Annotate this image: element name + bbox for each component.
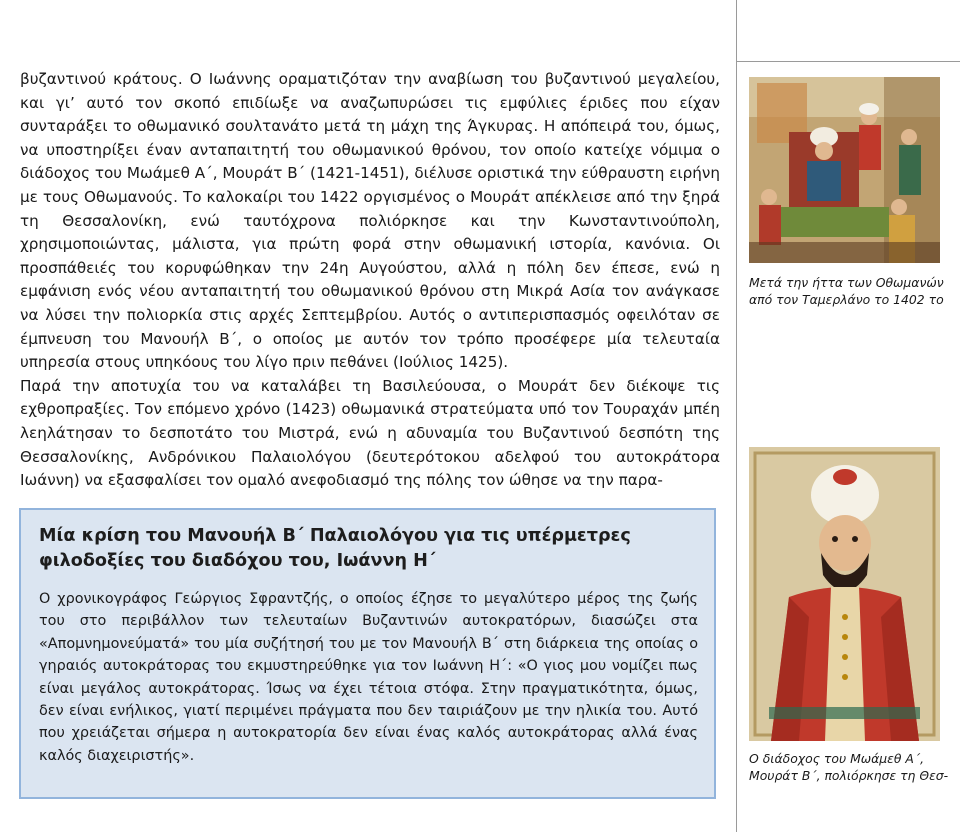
- miniature-painting-court-scene: [749, 77, 940, 263]
- quote-box: [19, 508, 716, 799]
- header-rule: [737, 61, 960, 62]
- quote-box-body: Ο χρονικογράφος Γεώργιος Σφραντζής, ο οποίος έζησε το μεγαλύτερο μέρος της ζωής του στο περιβάλλον των τελευταίων Βυζαντινών αυτοκρατόρων, διασώζει στα «Απομνημονεύματά» του μία συζήτησή του με τον Μανουήλ Β΄ στη διάρκεια της οποίας ο γηραιός αυτοκράτορας του εκμυστηρεύθηκε για τον Ιωάννη Η΄: «Ο γιος μου νομίζει πως είναι μεγάλος αυτοκράτορας. Ίσως να έχει τέτοια στόφα. Στην πραγματικότητα, όμως, δεν είναι ενήλικος, γιατί περιμένει πράγματα που δεν ταιριάζουν με την ηλικία του. Αυτό που χρειάζεται σήμερα η αυτοκρατορία δεν είναι ένας καλός αυτοκράτορας αλλά ένας καλός διαχειριστής».: [39, 591, 698, 764]
- portrait-sultan-murad: [749, 447, 940, 741]
- main-paragraph-1: βυζαντινού κράτους. Ο Ιωάννης οραματιζόταν την αναβίωση του βυζαντινού μεγαλείου, και γι’ αυτό τον σκοπό επιδίωξε να αναζωπυρώσει τις εμφύλιες έριδες που είχαν συνταράξει το οθωμανικό σουλτανάτο μετά τη μάχη της Άγκυρας. Η απόπειρά του, όμως, να υποστηρίξει έναν ανταπαιτητή του οθωμανικού θρόνου, τον οποίο κατείχε νόμιμα ο διάδοχος του Μωάμεθ Α΄, Μουράτ Β΄ (1421-1451), διέλυσε οριστικά την εύθραυστη ειρήνη με τους Οθωμανούς. Το καλοκαίρι του 1422 οργισμένος ο Μουράτ απέκλεισε από την ξηρά τη Θεσσαλονίκη, ενώ ταυτόχρονα πολιόρκησε και την Κωνσταντινούπολη, χρησιμοποιώντας, μάλιστα, για πρώτη φορά στην οθωμανική ιστορία, κανόνια. Οι προσπάθειές του κορυφώθηκαν την 24η Αυγούστου, αλλά η πόλη δεν έπεσε, ενώ η εμφάνιση ενός νέου ανταπαιτητή του οθωμανικού θρόνου στη Μικρά Ασία τον ανάγκασε να λύσει την πολιορκία στις αρχές Σεπτεμβρίου. Αυτός ο αντιπερισπασμός οφειλόταν σε έμπνευση του Μανουήλ Β΄, ο οποίος με αυτόν τον τρόπο προσέφερε μία τελευταία υπηρεσία στους υπηκόους του λίγο πριν πεθάνει (Ιούλιος 1425).: [20, 70, 720, 372]
- caption-top: Μετά την ήττα των Οθωμανών από τον Ταμερλάνο το 1402 το: [749, 275, 944, 308]
- main-text: [20, 68, 720, 493]
- column-divider: [736, 0, 737, 832]
- main-paragraph-2: Παρά την αποτυχία του να καταλάβει τη Βασιλεύουσα, ο Μουράτ δεν διέκοψε τις εχθροπραξίες. Τον επόμενο χρόνο (1423) οθωμανικά στρατεύματα υπό τον Τουραχάν μπέη λεηλάτησαν το δεσποτάτο του Μιστρά, ενώ η αδυναμία του Βυζαντινού δεσπότη της Θεσσαλονίκης, Ανδρόνικου Παλαιολόγου (δευτερότοκου αδελφού του αυτοκράτορα Ιωάννη) να εξασφαλίσει τον ομαλό ανεφοδιασμό της πόλης τον ώθησε να την παρα-: [20, 376, 720, 490]
- quote-box-title: Μία κρίση του Μανουήλ Β΄ Παλαιολόγου για τις υπέρμετρες φιλοδοξίες του διαδόχου του, Ιωάννη Η΄: [39, 526, 631, 571]
- caption-bottom: Ο διάδοχος του Μωάμεθ Α΄, Μουράτ Β΄, πολιόρκησε τη Θεσ-: [749, 751, 949, 784]
